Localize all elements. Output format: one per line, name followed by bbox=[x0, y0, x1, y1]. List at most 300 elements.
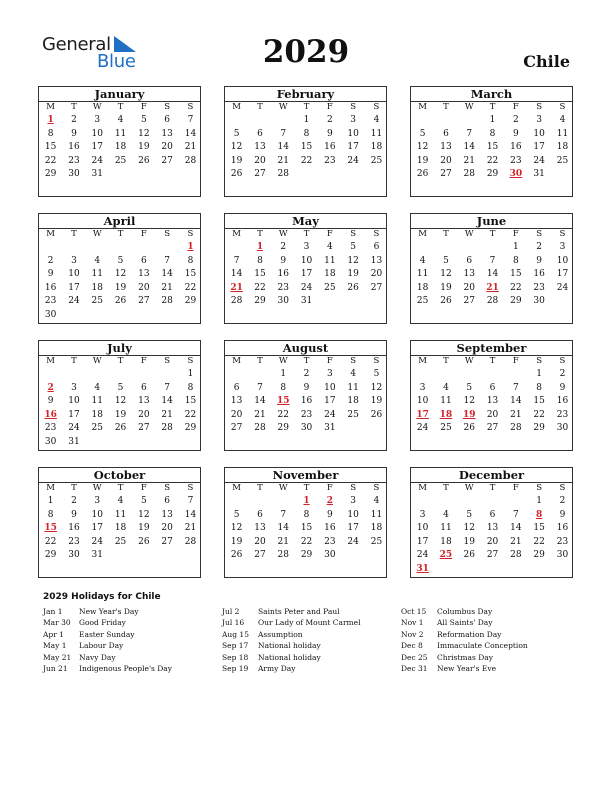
day-cell: 26 bbox=[440, 296, 452, 307]
day-cell: 17 bbox=[416, 536, 429, 547]
weekday-label: T bbox=[303, 102, 310, 112]
day-cell: 15 bbox=[486, 142, 499, 153]
day-cell: 22 bbox=[300, 536, 313, 547]
day-cell: 3 bbox=[419, 509, 426, 520]
day-cell: 27 bbox=[161, 155, 173, 166]
holiday-date: Nov 1 bbox=[401, 618, 424, 628]
day-cell: 16 bbox=[277, 269, 289, 280]
holiday-date: Sep 19 bbox=[222, 663, 249, 673]
day-cell: 18 bbox=[416, 282, 429, 293]
day-cell: 23 bbox=[533, 282, 545, 293]
weekday-header-row bbox=[411, 483, 572, 494]
holiday-item bbox=[43, 606, 223, 617]
holiday-day-cell: 1 bbox=[187, 242, 194, 252]
day-cell: 14 bbox=[510, 396, 522, 407]
day-cell: 25 bbox=[347, 409, 359, 420]
holiday-date: Sep 18 bbox=[222, 652, 249, 662]
day-cell: 17 bbox=[324, 396, 336, 407]
day-cell: 12 bbox=[463, 396, 475, 407]
day-cell: 26 bbox=[114, 296, 127, 307]
weekday-label: M bbox=[232, 102, 241, 112]
logo-general-text: General bbox=[42, 34, 111, 55]
day-cell: 14 bbox=[486, 269, 499, 280]
day-cell: 27 bbox=[254, 169, 266, 180]
holiday-name: National holiday bbox=[258, 652, 321, 662]
day-cell: 20 bbox=[230, 409, 243, 420]
weekday-label: F bbox=[140, 102, 147, 112]
day-cell: 15 bbox=[300, 142, 313, 153]
weekday-label: T bbox=[443, 102, 449, 112]
weekday-header-row bbox=[39, 102, 200, 113]
weekday-label: T bbox=[489, 483, 496, 493]
holiday-day-cell: 1 bbox=[47, 115, 54, 125]
day-cell: 12 bbox=[370, 382, 383, 393]
holiday-item bbox=[401, 617, 581, 628]
day-cell: 18 bbox=[114, 142, 127, 153]
weekday-label: M bbox=[232, 483, 241, 493]
month-march bbox=[410, 86, 573, 197]
day-cell: 3 bbox=[303, 242, 310, 252]
day-cell: 29 bbox=[44, 169, 57, 180]
day-cell: 23 bbox=[510, 155, 522, 166]
day-cell: 3 bbox=[419, 382, 426, 393]
day-cell: 18 bbox=[324, 269, 336, 280]
day-cell: 16 bbox=[324, 142, 336, 153]
holiday-item bbox=[222, 629, 402, 640]
day-cell: 23 bbox=[44, 296, 57, 307]
day-cell: 22 bbox=[184, 282, 197, 293]
day-cell: 2 bbox=[280, 242, 287, 252]
day-cell: 4 bbox=[373, 115, 380, 125]
day-cell: 9 bbox=[303, 382, 310, 393]
weekday-label: W bbox=[464, 483, 474, 493]
day-cell: 28 bbox=[184, 536, 197, 547]
day-cell: 29 bbox=[300, 550, 313, 561]
day-cell: 11 bbox=[370, 128, 383, 139]
holiday-day-cell: 18 bbox=[439, 409, 453, 420]
days-grid bbox=[39, 495, 200, 577]
holiday-day-cell: 8 bbox=[536, 509, 543, 520]
holiday-name: Easter Sunday bbox=[79, 629, 135, 639]
day-cell: 26 bbox=[230, 169, 243, 180]
days-grid bbox=[39, 114, 200, 196]
day-cell: 14 bbox=[277, 142, 289, 153]
weekday-label: T bbox=[489, 102, 496, 112]
day-cell: 25 bbox=[440, 423, 452, 434]
day-cell: 24 bbox=[347, 155, 359, 166]
day-cell: 14 bbox=[277, 523, 289, 534]
weekday-label: T bbox=[489, 229, 496, 239]
day-cell: 30 bbox=[68, 169, 80, 180]
day-cell: 17 bbox=[533, 142, 545, 153]
day-cell: 12 bbox=[347, 255, 359, 266]
day-cell: 31 bbox=[91, 169, 103, 180]
day-cell: 16 bbox=[556, 523, 569, 534]
month-november bbox=[224, 467, 387, 578]
day-cell: 1 bbox=[280, 369, 287, 379]
day-cell: 13 bbox=[254, 523, 266, 534]
month-title: January bbox=[39, 87, 200, 102]
day-cell: 9 bbox=[326, 509, 333, 520]
days-grid bbox=[411, 495, 572, 577]
day-cell: 20 bbox=[254, 155, 266, 166]
day-cell: 19 bbox=[370, 396, 383, 407]
day-cell: 2 bbox=[512, 115, 519, 125]
day-cell: 27 bbox=[486, 550, 499, 561]
holiday-date: Oct 15 bbox=[401, 607, 427, 616]
weekday-label: T bbox=[303, 356, 310, 366]
month-title: June bbox=[411, 214, 572, 229]
month-title: February bbox=[225, 87, 386, 102]
day-cell: 6 bbox=[164, 496, 171, 506]
day-cell: 17 bbox=[300, 269, 313, 280]
day-cell: 8 bbox=[303, 128, 310, 139]
day-cell: 16 bbox=[324, 523, 336, 534]
holiday-date: Apr 1 bbox=[43, 629, 64, 639]
month-september bbox=[410, 340, 573, 451]
day-cell: 1 bbox=[536, 496, 543, 506]
day-cell: 7 bbox=[187, 115, 194, 125]
weekday-label: W bbox=[278, 102, 288, 112]
day-cell: 11 bbox=[114, 128, 127, 139]
weekday-label: F bbox=[140, 356, 147, 366]
weekday-label: W bbox=[92, 229, 102, 239]
day-cell: 16 bbox=[300, 396, 313, 407]
day-cell: 4 bbox=[117, 115, 124, 125]
holiday-date: May 1 bbox=[43, 641, 67, 651]
day-cell: 26 bbox=[138, 155, 150, 166]
logo-triangle-icon bbox=[114, 36, 136, 52]
weekday-label: F bbox=[140, 483, 147, 493]
day-cell: 11 bbox=[91, 269, 103, 280]
day-cell: 15 bbox=[510, 269, 522, 280]
weekday-label: W bbox=[464, 102, 474, 112]
day-cell: 30 bbox=[68, 550, 80, 561]
month-february bbox=[224, 86, 387, 197]
day-cell: 11 bbox=[440, 523, 452, 534]
day-cell: 6 bbox=[164, 115, 171, 125]
day-cell: 13 bbox=[254, 142, 266, 153]
day-cell: 10 bbox=[91, 509, 103, 520]
weekday-header-row bbox=[411, 229, 572, 240]
weekday-header-row bbox=[225, 356, 386, 367]
day-cell: 12 bbox=[138, 128, 150, 139]
weekday-label: T bbox=[117, 356, 124, 366]
weekday-label: F bbox=[512, 483, 519, 493]
day-cell: 31 bbox=[300, 296, 313, 307]
weekday-label: T bbox=[71, 102, 77, 112]
holiday-name: National holiday bbox=[258, 641, 321, 651]
weekday-label: W bbox=[278, 229, 288, 239]
day-cell: 15 bbox=[184, 269, 197, 280]
weekday-label: M bbox=[46, 102, 55, 112]
holiday-day-cell: 31 bbox=[416, 564, 429, 574]
day-cell: 25 bbox=[114, 536, 127, 547]
day-cell: 19 bbox=[347, 269, 359, 280]
weekday-label: S bbox=[164, 102, 171, 112]
logo bbox=[42, 34, 142, 74]
day-cell: 10 bbox=[68, 396, 80, 407]
day-cell: 4 bbox=[443, 382, 449, 393]
holiday-date: Dec 8 bbox=[401, 641, 423, 651]
day-cell: 12 bbox=[230, 523, 243, 534]
day-cell: 14 bbox=[184, 128, 197, 139]
day-cell: 7 bbox=[489, 255, 496, 266]
month-title: April bbox=[39, 214, 200, 229]
day-cell: 11 bbox=[440, 396, 452, 407]
holidays-list-title: 2029 Holidays for Chile bbox=[43, 592, 161, 602]
day-cell: 9 bbox=[559, 509, 566, 520]
day-cell: 11 bbox=[91, 396, 103, 407]
day-cell: 16 bbox=[68, 142, 80, 153]
day-cell: 27 bbox=[230, 423, 243, 434]
month-title: September bbox=[411, 341, 572, 356]
holiday-day-cell: 2 bbox=[47, 382, 54, 393]
day-cell: 8 bbox=[257, 255, 263, 266]
day-cell: 24 bbox=[347, 536, 359, 547]
day-cell: 24 bbox=[416, 550, 429, 561]
weekday-header-row bbox=[225, 102, 386, 113]
holiday-date: May 21 bbox=[43, 652, 72, 662]
day-cell: 30 bbox=[44, 437, 57, 447]
day-cell: 27 bbox=[138, 296, 150, 307]
holiday-item bbox=[401, 663, 581, 674]
day-cell: 8 bbox=[303, 509, 310, 520]
day-cell: 30 bbox=[44, 310, 57, 320]
day-cell: 10 bbox=[68, 269, 80, 280]
month-title: May bbox=[225, 214, 386, 229]
weekday-label: F bbox=[140, 229, 147, 239]
day-cell: 13 bbox=[161, 128, 173, 139]
holiday-name: New Year's Day bbox=[79, 607, 139, 616]
day-cell: 8 bbox=[536, 382, 543, 393]
day-cell: 5 bbox=[466, 382, 473, 393]
weekday-label: F bbox=[326, 483, 333, 493]
day-cell: 27 bbox=[138, 423, 150, 434]
day-cell: 7 bbox=[466, 128, 473, 139]
weekday-label: F bbox=[512, 102, 519, 112]
day-cell: 18 bbox=[370, 523, 383, 534]
day-cell: 29 bbox=[533, 423, 545, 434]
holiday-name: Assumption bbox=[258, 629, 303, 639]
day-cell: 9 bbox=[47, 396, 54, 407]
day-cell: 10 bbox=[416, 396, 429, 407]
day-cell: 29 bbox=[277, 423, 289, 434]
day-cell: 12 bbox=[416, 142, 429, 153]
weekday-label: T bbox=[257, 356, 263, 366]
day-cell: 2 bbox=[559, 369, 566, 379]
day-cell: 16 bbox=[510, 142, 522, 153]
day-cell: 22 bbox=[44, 155, 57, 166]
day-cell: 2 bbox=[536, 242, 543, 252]
day-cell: 5 bbox=[140, 496, 147, 506]
month-title: July bbox=[39, 341, 200, 356]
days-grid bbox=[411, 368, 572, 450]
day-cell: 10 bbox=[300, 255, 313, 266]
day-cell: 8 bbox=[47, 509, 54, 520]
day-cell: 7 bbox=[280, 509, 287, 520]
day-cell: 19 bbox=[138, 142, 150, 153]
holiday-name: All Saints' Day bbox=[437, 618, 493, 628]
day-cell: 28 bbox=[254, 423, 266, 434]
day-cell: 24 bbox=[533, 155, 545, 166]
weekday-label: S bbox=[559, 229, 566, 239]
day-cell: 12 bbox=[114, 396, 127, 407]
weekday-label: S bbox=[164, 229, 171, 239]
holiday-item bbox=[43, 629, 223, 640]
month-june bbox=[410, 213, 573, 324]
day-cell: 24 bbox=[416, 423, 429, 434]
month-october bbox=[38, 467, 201, 578]
day-cell: 3 bbox=[350, 496, 357, 506]
day-cell: 2 bbox=[71, 496, 77, 506]
day-cell: 19 bbox=[230, 155, 243, 166]
day-cell: 26 bbox=[370, 409, 383, 420]
holiday-date: Dec 31 bbox=[401, 663, 428, 673]
day-cell: 25 bbox=[324, 282, 336, 293]
day-cell: 25 bbox=[114, 155, 127, 166]
day-cell: 9 bbox=[559, 382, 566, 393]
day-cell: 5 bbox=[233, 128, 240, 139]
holiday-name: Christmas Day bbox=[437, 652, 493, 662]
day-cell: 9 bbox=[536, 255, 543, 266]
day-cell: 23 bbox=[68, 536, 80, 547]
days-grid bbox=[225, 368, 386, 450]
day-cell: 27 bbox=[370, 282, 383, 293]
day-cell: 3 bbox=[350, 115, 357, 125]
holiday-item bbox=[222, 652, 402, 663]
weekday-label: W bbox=[278, 483, 288, 493]
day-cell: 25 bbox=[370, 155, 383, 166]
day-cell: 10 bbox=[416, 523, 429, 534]
weekday-label: T bbox=[257, 483, 263, 493]
day-cell: 24 bbox=[91, 155, 103, 166]
day-cell: 16 bbox=[44, 282, 57, 293]
holiday-name: Reformation Day bbox=[437, 629, 502, 639]
day-cell: 10 bbox=[347, 128, 359, 139]
weekday-label: W bbox=[464, 229, 474, 239]
weekday-label: M bbox=[232, 356, 241, 366]
days-grid bbox=[411, 114, 572, 196]
day-cell: 21 bbox=[277, 155, 289, 166]
day-cell: 14 bbox=[254, 396, 266, 407]
month-title: December bbox=[411, 468, 572, 483]
day-cell: 18 bbox=[91, 282, 103, 293]
holiday-name: Indigenous People's Day bbox=[79, 663, 172, 673]
day-cell: 29 bbox=[510, 296, 522, 307]
day-cell: 17 bbox=[68, 282, 80, 293]
day-cell: 24 bbox=[68, 423, 80, 434]
weekday-label: W bbox=[464, 356, 474, 366]
day-cell: 21 bbox=[510, 409, 522, 420]
holiday-date: Jul 2 bbox=[222, 607, 240, 616]
day-cell: 6 bbox=[257, 128, 263, 139]
holiday-day-cell: 21 bbox=[486, 282, 499, 293]
day-cell: 15 bbox=[533, 396, 545, 407]
weekday-label: T bbox=[257, 102, 263, 112]
day-cell: 25 bbox=[416, 296, 429, 307]
day-cell: 6 bbox=[233, 382, 240, 393]
day-cell: 4 bbox=[94, 255, 101, 266]
day-cell: 22 bbox=[277, 409, 289, 420]
day-cell: 30 bbox=[556, 423, 569, 434]
day-cell: 4 bbox=[94, 382, 101, 393]
day-cell: 10 bbox=[533, 128, 545, 139]
day-cell: 25 bbox=[91, 423, 103, 434]
day-cell: 9 bbox=[71, 509, 77, 520]
logo-blue-text: Blue bbox=[97, 51, 136, 72]
weekday-label: M bbox=[418, 356, 427, 366]
day-cell: 15 bbox=[300, 523, 313, 534]
day-cell: 28 bbox=[510, 550, 522, 561]
days-grid bbox=[39, 241, 200, 323]
day-cell: 6 bbox=[257, 509, 263, 520]
weekday-label: S bbox=[373, 229, 380, 239]
weekday-label: M bbox=[232, 229, 241, 239]
day-cell: 20 bbox=[370, 269, 383, 280]
weekday-label: S bbox=[536, 356, 543, 366]
day-cell: 1 bbox=[47, 496, 54, 506]
weekday-label: W bbox=[92, 356, 102, 366]
day-cell: 29 bbox=[184, 423, 197, 434]
day-cell: 5 bbox=[373, 369, 380, 379]
day-cell: 6 bbox=[443, 128, 449, 139]
holiday-column bbox=[222, 606, 402, 674]
holiday-day-cell: 19 bbox=[462, 409, 476, 420]
day-cell: 30 bbox=[324, 550, 336, 561]
day-cell: 27 bbox=[486, 423, 499, 434]
weekday-label: T bbox=[303, 483, 310, 493]
day-cell: 8 bbox=[280, 382, 287, 393]
day-cell: 19 bbox=[114, 409, 127, 420]
holiday-date: Mar 30 bbox=[43, 618, 71, 628]
weekday-label: S bbox=[373, 356, 380, 366]
holiday-item bbox=[43, 663, 223, 674]
month-title: March bbox=[411, 87, 572, 102]
weekday-label: S bbox=[187, 229, 194, 239]
day-cell: 14 bbox=[510, 523, 522, 534]
day-cell: 19 bbox=[463, 536, 475, 547]
day-cell: 15 bbox=[44, 142, 57, 153]
month-august bbox=[224, 340, 387, 451]
holiday-name: Columbus Day bbox=[437, 607, 493, 616]
day-cell: 4 bbox=[117, 496, 124, 506]
weekday-label: M bbox=[46, 483, 55, 493]
day-cell: 19 bbox=[440, 282, 452, 293]
weekday-label: S bbox=[536, 229, 543, 239]
holiday-item bbox=[222, 617, 402, 628]
holiday-date: Aug 15 bbox=[222, 629, 249, 639]
day-cell: 25 bbox=[370, 536, 383, 547]
day-cell: 9 bbox=[71, 128, 77, 139]
day-cell: 13 bbox=[370, 255, 383, 266]
holiday-day-cell: 15 bbox=[44, 523, 57, 534]
day-cell: 30 bbox=[300, 423, 313, 434]
day-cell: 1 bbox=[536, 369, 543, 379]
day-cell: 27 bbox=[254, 550, 266, 561]
day-cell: 7 bbox=[233, 255, 240, 266]
weekday-label: F bbox=[326, 229, 333, 239]
day-cell: 16 bbox=[556, 396, 569, 407]
day-cell: 7 bbox=[280, 128, 287, 139]
day-cell: 23 bbox=[44, 423, 57, 434]
day-cell: 26 bbox=[114, 423, 127, 434]
day-cell: 14 bbox=[161, 396, 173, 407]
day-cell: 22 bbox=[300, 155, 313, 166]
day-cell: 28 bbox=[486, 296, 499, 307]
weekday-label: T bbox=[303, 229, 310, 239]
day-cell: 23 bbox=[324, 536, 336, 547]
